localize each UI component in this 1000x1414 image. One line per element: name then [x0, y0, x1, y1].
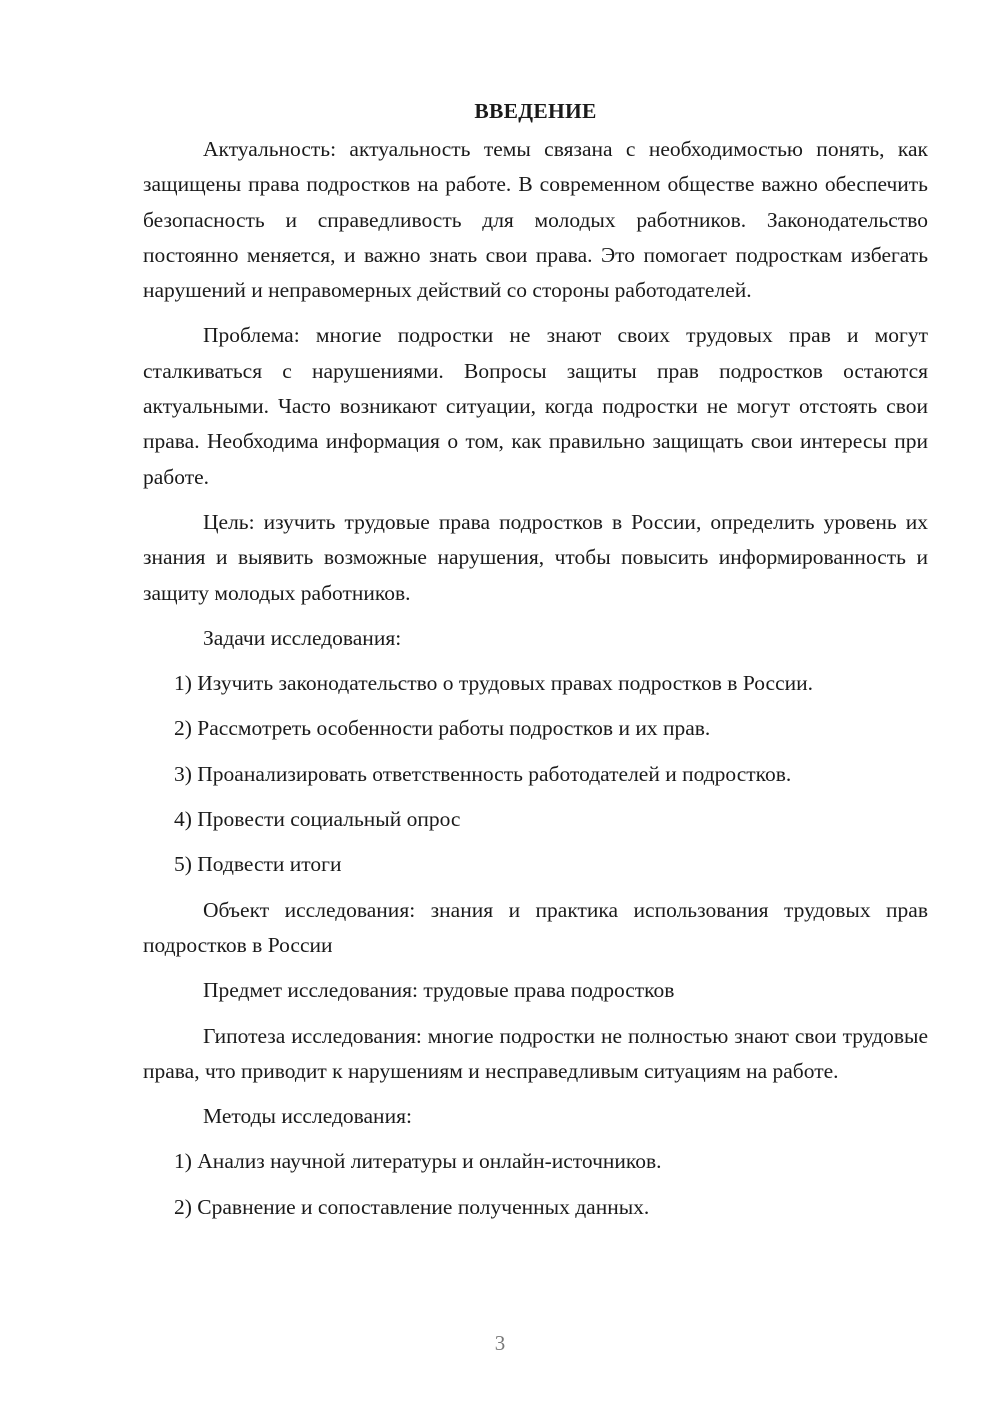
list-item: 1) Анализ научной литературы и онлайн-источников. — [174, 1149, 662, 1174]
list-item: 4) Провести социальный опрос — [174, 807, 461, 832]
section-title: ВВЕДЕНИЕ — [474, 99, 597, 123]
list-item: 1) Изучить законодательство о трудовых правах подростков в России. — [174, 671, 814, 696]
list-item: 2) Рассмотреть особенности работы подростков и их прав. — [174, 716, 711, 741]
methods-heading: Методы исследования: — [203, 1104, 412, 1129]
subject-paragraph: Предмет исследования: трудовые права подростков — [203, 978, 675, 1003]
tasks-list — [143, 666, 928, 882]
list-item: 2) Сравнение и сопоставление полученных данных. — [174, 1194, 650, 1219]
document-page — [143, 96, 928, 1235]
relevance-paragraph: Актуальность: актуальность темы связана с необходимостью понять, как защищены права подростков на работе. В современном обществе важно обеспечить безопасность и справедливость для молодых работников. Законодательство постоянно меняется, и важно знать свои права. Это помогает подросткам избегать нарушений и неправомерных действий со стороны работодателей. — [143, 137, 928, 303]
page-number: 3 — [494, 1331, 506, 1355]
problem-paragraph: Проблема: многие подростки не знают своих трудовых прав и могут сталкиваться с нарушениями. Вопросы защиты прав подростков остаются актуальными. Часто возникают ситуации, когда подростки не могут отстоять свои права. Необходима информация о том, как правильно защищать свои интересы при работе. — [143, 323, 928, 489]
hypothesis-paragraph: Гипотеза исследования: многие подростки не полностью знают свои трудовые права, что приводит к нарушениям и несправедливым ситуациям на работе. — [143, 1023, 928, 1083]
methods-list — [143, 1144, 928, 1225]
list-item: 3) Проанализировать ответственность работодателей и подростков. — [174, 761, 792, 786]
object-paragraph: Объект исследования: знания и практика использования трудовых прав подростков в России — [143, 897, 928, 957]
tasks-heading: Задачи исследования: — [203, 625, 402, 650]
list-item: 5) Подвести итоги — [174, 852, 342, 877]
goal-paragraph: Цель: изучить трудовые права подростков в России, определить уровень их знания и выявить возможные нарушения, чтобы повысить информированность и защиту молодых работников. — [143, 509, 928, 605]
